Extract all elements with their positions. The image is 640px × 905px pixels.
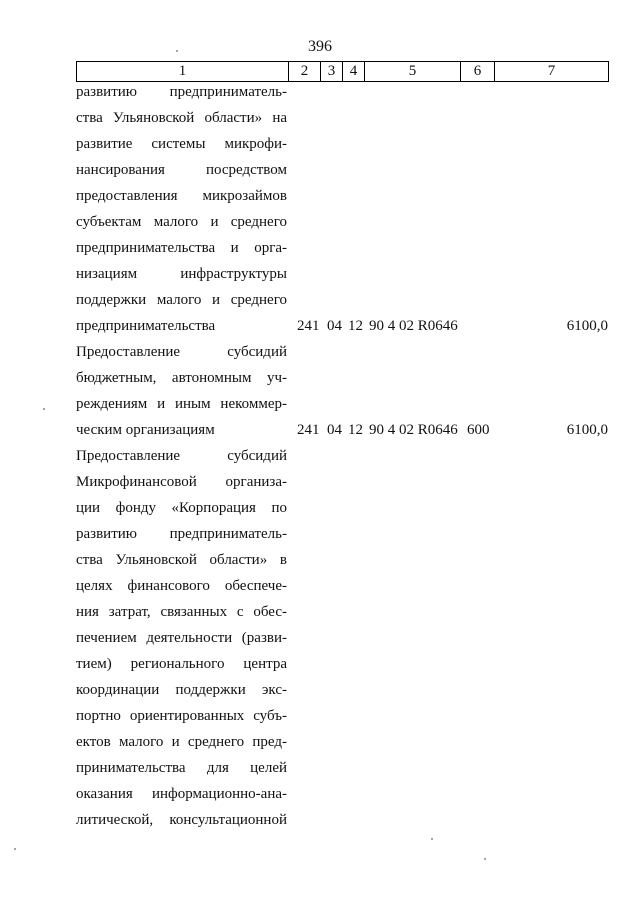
code-admin: 241 — [297, 318, 320, 334]
scan-speck — [431, 838, 433, 840]
header-col-4: 4 — [343, 61, 365, 82]
row-text-line: развитию предприниматель- — [76, 84, 287, 100]
code-section: 04 — [327, 318, 342, 334]
row-text-line: ния затрат, связанных с обес- — [76, 604, 287, 620]
row-text-line: координации поддержки экс- — [76, 682, 287, 698]
row-text-line: тием) регионального центра — [76, 656, 287, 672]
code-section: 04 — [327, 422, 342, 438]
header-col-2: 2 — [289, 61, 321, 82]
scan-speck — [484, 858, 486, 860]
header-col-1: 1 — [76, 61, 289, 82]
row-text-line: печением деятельности (разви- — [76, 630, 287, 646]
header-col-7: 7 — [495, 61, 609, 82]
row-text-line: оказания информационно-ана- — [76, 786, 287, 802]
row-text-line: субъектам малого и среднего — [76, 214, 287, 230]
amount: 6100,0 — [566, 318, 608, 334]
header-col-5: 5 — [365, 61, 461, 82]
scan-speck — [43, 408, 45, 410]
row-text-line: Предоставление субсидий — [76, 448, 287, 464]
row-text-line: ческим организациям — [76, 422, 215, 438]
scan-speck — [176, 50, 178, 52]
code-target: 90 4 02 R0646 — [369, 422, 458, 438]
scan-speck — [14, 848, 16, 850]
row-text-line: принимательства для целей — [76, 760, 287, 776]
header-col-3: 3 — [321, 61, 343, 82]
row-text-line: предпринимательства — [76, 318, 216, 334]
code-target: 90 4 02 R0646 — [369, 318, 458, 334]
row-text-line: развитие системы микрофи- — [76, 136, 287, 152]
amount: 6100,0 — [566, 422, 608, 438]
code-subsection: 12 — [348, 318, 363, 334]
row-text-line: развитию предприниматель- — [76, 526, 287, 542]
row-text-line: ектов малого и среднего пред- — [76, 734, 287, 750]
row-text-line: реждениям и иным некоммер- — [76, 396, 287, 412]
row-text-line: бюджетным, автономным уч- — [76, 370, 287, 386]
row-text-line: ции фонду «Корпорация по — [76, 500, 287, 516]
row-text-line: портно ориентированных субъ- — [76, 708, 287, 724]
code-admin: 241 — [297, 422, 320, 438]
row-text-line: нансирования посредством — [76, 162, 287, 178]
page-number: 396 — [308, 38, 332, 55]
row-text-line: ства Ульяновской области» в — [76, 552, 287, 568]
code-subsection: 12 — [348, 422, 363, 438]
code-type: 600 — [467, 422, 490, 438]
row-text-line: ства Ульяновской области» на — [76, 110, 287, 126]
header-col-6: 6 — [461, 61, 495, 82]
row-text-line: целях финансового обеспече- — [76, 578, 287, 594]
row-text-line: Предоставление субсидий — [76, 344, 287, 360]
row-text-line: низациям инфраструктуры — [76, 266, 287, 282]
row-text-line: Микрофинансовой организа- — [76, 474, 287, 490]
row-text-line: поддержки малого и среднего — [76, 292, 287, 308]
row-text-line: предоставления микрозаймов — [76, 188, 287, 204]
row-text-line: предпринимательства и орга- — [76, 240, 287, 256]
row-text-line: литической, консультационной — [76, 812, 287, 828]
